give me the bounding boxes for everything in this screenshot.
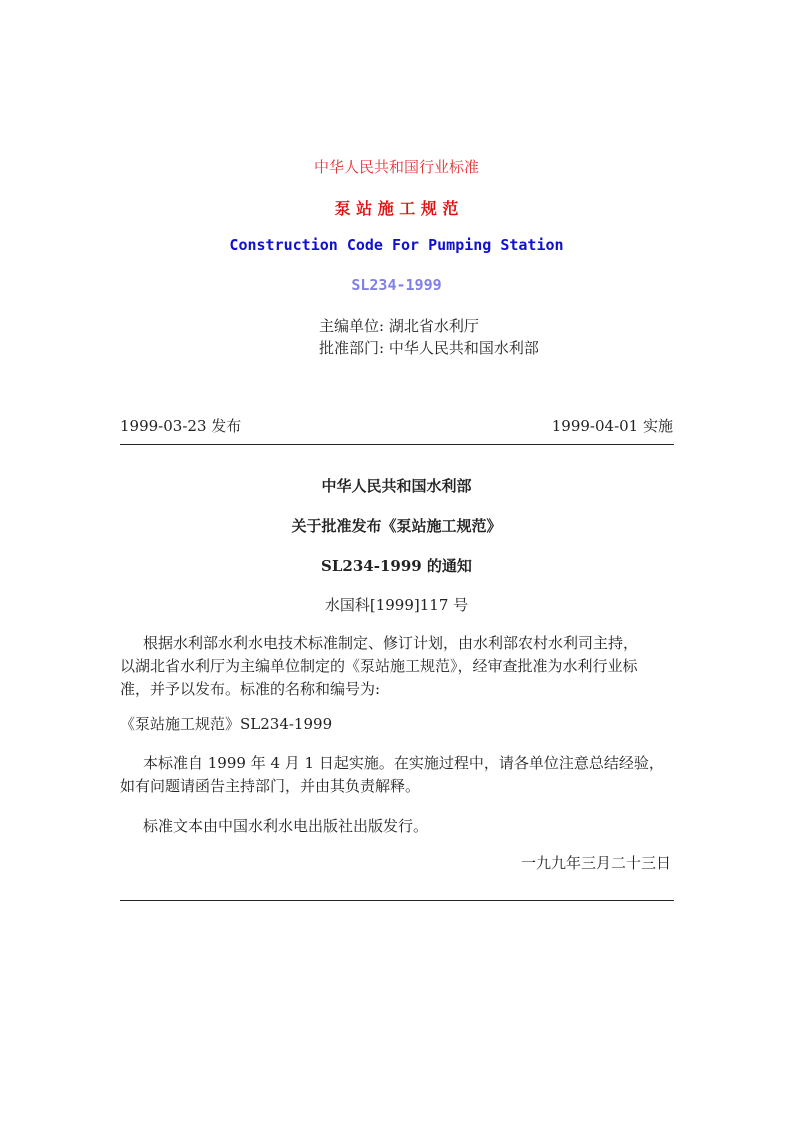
notice-title: 关于批准发布《泵站施工规范》 [291,517,502,535]
standard-code: SL234-1999 [351,276,442,294]
notice-date: 一九九年三月二十三日 [520,854,671,872]
standard-name: 《泵站施工规范》SL234-1999 [120,715,333,733]
title-cn: 泵 站 施 工 规 范 [334,199,459,218]
effective-date: 1999-04-01 实施 [551,417,673,435]
paragraph-1-line: 准，并予以发布。标准的名称和编号为: [120,680,381,698]
paragraph-1: 根据水利部水利水电技术标准制定、修订计划，由水利部农村水利司主持， [143,634,639,652]
paragraph-4: 标准文本由中国水利水电出版社出版发行。 [143,817,429,835]
title-en: Construction Code For Pumping Station [229,236,564,254]
paragraph-1-line: 以湖北省水利厅为主编单位制定的《泵站施工规范》，经审查批准为水利行业标 [120,657,638,675]
standard-category: 中华人民共和国行业标准 [313,158,479,176]
notice-ref: 水国科[1999]117 号 [324,596,469,614]
notice-org: 中华人民共和国水利部 [321,477,472,495]
issue-date: 1999-03-23 发布 [120,417,242,435]
editor-unit: 主编单位: 湖北省水利厅 [319,317,479,335]
paragraph-3-line: 如有问题请函告主持部门，并由其负责解释。 [120,777,421,795]
paragraph-3: 本标准自 1999 年 4 月 1 日起实施。在实施过程中，请各单位注意总结经验， [143,754,664,772]
notice-title-2: SL234-1999 的通知 [321,557,472,575]
approval-dept: 批准部门: 中华人民共和国水利部 [319,339,539,357]
divider [120,444,674,445]
divider [120,900,674,901]
